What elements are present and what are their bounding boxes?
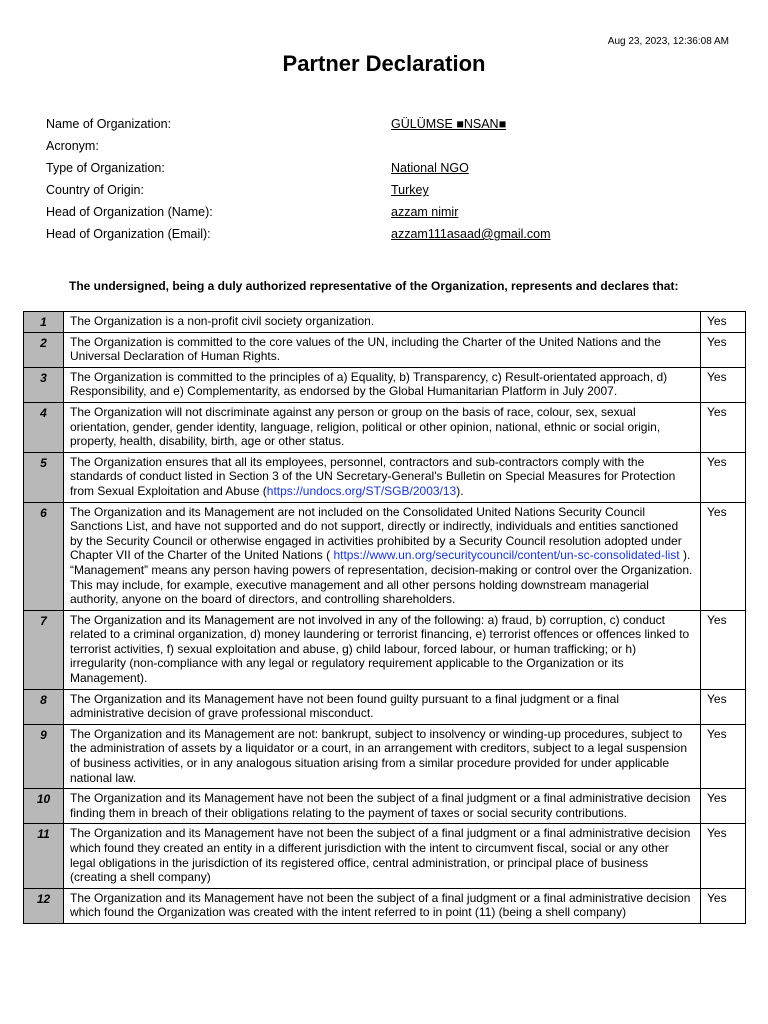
declaration-text-tail: ). [456,483,464,498]
declaration-number: 4 [24,402,64,452]
declaration-number: 11 [24,824,64,888]
declaration-number: 2 [24,332,64,367]
declaration-number: 9 [24,724,64,788]
declaration-text-body: The Organization is a non-profit civil society organization. [70,314,375,328]
declaration-text [64,312,701,333]
head-email-label: Head of Organization (Email): [46,227,211,241]
declaration-text-body: The Organization is committed to the principles of a) Equality, b) Transparency, c) Result-orientated approach, d) Responsibility, and e) Complementarity, as endorsed by the Global Humanitarian Platform in July 2007. [70,369,668,399]
organization-info [46,117,726,249]
head-name-value: azzam nimir [391,205,459,219]
declaration-answer: Yes [701,888,746,923]
acronym-label: Acronym: [46,139,99,153]
declaration-answer: Yes [701,402,746,452]
declaration-text-body: The Organization and its Management have not been the subject of a final judgment or a final administrative decision finding them in breach of their obligations relating to the payment of taxes or social security contributions. [70,791,691,820]
declaration-number: 10 [24,789,64,824]
table-row [24,402,746,452]
declaration-text-body: The Organization and its Management are not: bankrupt, subject to insolvency or winding-up procedures, subject to the administration of assets by a liquidator or a court, in an arrangement with creditors, subject to a legal suspension of business activities, or in any analogous situation arising from a similar procedure provided for under applicable national law. [70,726,687,785]
declaration-text-body: The Organization and its Management are not involved in any of the following: a) fraud, b) corruption, c) conduct related to a criminal organization, d) money laundering or terrorist financing, e) terrorist offences or offences linked to terrorist activities, f) sexual exploitation and abuse, g) child labour, forced labour, or human trafficking; or h) irregularity (non-compliance with any legal or regulatory requirement applicable to the Organization or its Management). [70,612,690,686]
declaration-answer: Yes [701,824,746,888]
table-row [24,367,746,402]
declaration-answer: Yes [701,367,746,402]
timestamp: Aug 23, 2023, 12:36:08 AM [607,36,729,47]
declaration-answer: Yes [701,312,746,333]
declaration-text [64,402,701,452]
declaration-answer: Yes [701,610,746,689]
declaration-answer: Yes [701,332,746,367]
head-email-row [46,227,726,249]
declaration-text [64,724,701,788]
table-row [24,888,746,923]
country-value: Turkey [391,183,429,197]
declaration-text [64,888,701,923]
declaration-text-body: The Organization and its Management have not been the subject of a final judgment or a final administrative decision which found they created an entity in a different jurisdiction with the intent to circumvent fiscal, social or any other legal obligations in the jurisdiction of its registered office, central administration, or principal place of business (creating a shell company) [70,826,691,885]
table-row [24,502,746,610]
page-title: Partner Declaration [282,51,486,76]
head-email-value: azzam111asaad@gmail.com [391,227,551,241]
head-name-label: Head of Organization (Name): [46,205,213,219]
declaration-intro: The undersigned, being a duly authorized representative of the Organization, represents and declares that: [69,279,679,293]
declaration-text-body: The Organization is committed to the core values of the UN, including the Charter of the United Nations and the Universal Declaration of Human Rights. [70,334,661,364]
country-label: Country of Origin: [46,183,144,197]
org-type-row [46,161,726,183]
declaration-number: 12 [24,888,64,923]
sanctions-list-link[interactable]: https://www.un.org/securitycouncil/content/un-sc-consolidated-list [333,548,680,563]
sgb-bulletin-link[interactable]: https://undocs.org/ST/SGB/2003/13 [266,483,457,498]
org-name-value: GÜLÜMSE ■NSAN■ [391,117,507,131]
declaration-answer: Yes [701,724,746,788]
declaration-number: 8 [24,689,64,724]
declaration-text-body: The Organization and its Management have not been found guilty pursuant to a final judgment or a final administrative decision of grave professional misconduct. [70,691,620,721]
declaration-text [64,789,701,824]
table-row [24,610,746,689]
declarations-table [23,311,746,924]
acronym-row [46,139,726,161]
declaration-number: 7 [24,610,64,689]
declaration-answer: Yes [701,689,746,724]
declaration-text [64,452,701,502]
table-row [24,789,746,824]
table-row [24,332,746,367]
declaration-text-tail: ). “Management” means any person having powers of representation, decision-making or control over the Organization. This may include, for example, executive management and all other persons holding downstream managerial authority, anyone on the board of directors, and controlling shareholders. [70,548,693,607]
declaration-text [64,824,701,888]
declaration-answer: Yes [701,789,746,824]
declaration-number: 6 [24,502,64,610]
table-row [24,452,746,502]
table-row [24,724,746,788]
table-row [24,312,746,333]
declaration-answer: Yes [701,452,746,502]
declaration-text [64,689,701,724]
declaration-text-body: The Organization ensures that all its employees, personnel, contractors and sub-contractors comply with the standards of conduct listed in Section 3 of the UN Secretary-General's Bulletin on Special Measures for Protection from Sexual Exploitation and Abuse ( [70,454,676,498]
declaration-text-body: The Organization and its Management are not included on the Consolidated United Nations Security Council Sanctions List, and have not supported and do not support, directly or indirectly, individuals and entities sanctioned by the Security Council or otherwise engaged in activities prohibited by a Security Council resolution adopted under Chapter VII of the Charter of the United Nations ( [70,504,682,563]
declaration-text [64,610,701,689]
org-name-row [46,117,726,139]
declaration-text-body: The Organization will not discriminate against any person or group on the basis of race, colour, sex, sexual orientation, gender, gender identity, language, religion, political or other opinion, national, ethnic or social origin, property, health, disability, birth, age or other status. [70,404,661,449]
declaration-number: 3 [24,367,64,402]
table-row [24,689,746,724]
org-type-label: Type of Organization: [46,161,165,175]
head-name-row [46,205,726,227]
declaration-number: 5 [24,452,64,502]
declaration-text [64,502,701,610]
declaration-text-body: The Organization and its Management have not been the subject of a final judgment or a final administrative decision which found the Organization was created with the intent referred to in point (11) (being a shell company) [70,890,691,920]
declaration-text [64,367,701,402]
country-row [46,183,726,205]
org-name-label: Name of Organization: [46,117,172,131]
declaration-number: 1 [24,312,64,333]
table-row [24,824,746,888]
org-type-value: National NGO [391,161,469,175]
declaration-answer: Yes [701,502,746,610]
declaration-text [64,332,701,367]
